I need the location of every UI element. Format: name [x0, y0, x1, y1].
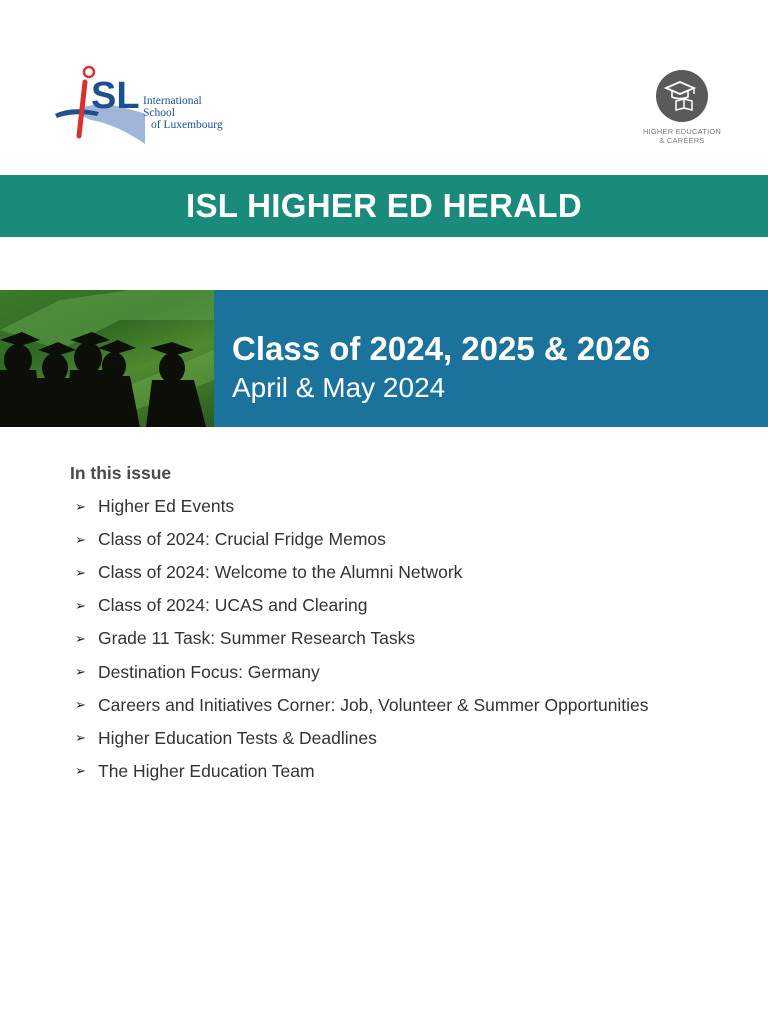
- isl-school-name: [143, 95, 235, 131]
- toc-item-label: Destination Focus: Germany: [98, 661, 320, 682]
- toc-item-label: Grade 11 Task: Summer Research Tasks: [98, 628, 416, 649]
- toc-item-label: Careers and Initiatives Corner: Job, Volunteer & Summer Opportunities: [98, 694, 649, 715]
- isl-name-line1: International School: [143, 95, 202, 119]
- toc-item[interactable]: [70, 755, 750, 788]
- hero-subtitle: April & May 2024: [232, 372, 446, 403]
- arrowhead-bullet-icon: ➢: [75, 697, 86, 713]
- toc-item[interactable]: [70, 689, 750, 722]
- arrowhead-bullet-icon: ➢: [75, 730, 86, 746]
- toc-item[interactable]: [70, 490, 750, 523]
- toc-item[interactable]: [70, 722, 750, 755]
- higher-ed-line1: HIGHER EDUCATION: [642, 127, 722, 136]
- isl-name-line2: of Luxembourg: [151, 119, 223, 131]
- newsletter-title: ISL HIGHER ED HERALD: [186, 187, 582, 224]
- graduates-silhouette-image: [0, 290, 214, 427]
- hero-section: [0, 290, 768, 427]
- toc-item-label: Class of 2024: Crucial Fridge Memos: [98, 529, 386, 550]
- toc-item[interactable]: [70, 589, 750, 622]
- toc-item-label: Higher Education Tests & Deadlines: [98, 727, 377, 748]
- higher-ed-logo-text: [632, 127, 732, 145]
- higher-ed-line2: & CAREERS: [659, 136, 705, 145]
- toc-item-label: Class of 2024: UCAS and Clearing: [98, 595, 368, 616]
- table-of-contents: [70, 463, 750, 788]
- isl-logo: [55, 64, 235, 146]
- arrowhead-bullet-icon: ➢: [75, 498, 86, 514]
- arrowhead-bullet-icon: ➢: [75, 531, 86, 547]
- arrowhead-bullet-icon: ➢: [75, 664, 86, 680]
- toc-list: [70, 490, 750, 788]
- toc-item-label: The Higher Education Team: [98, 760, 315, 781]
- toc-item[interactable]: [70, 523, 750, 556]
- higher-ed-logo: [632, 70, 732, 145]
- hero-title: Class of 2024, 2025 & 2026: [232, 330, 651, 367]
- isl-logo-mark: [55, 64, 145, 146]
- toc-item-label: Class of 2024: Welcome to the Alumni Network: [98, 562, 463, 583]
- arrowhead-bullet-icon: ➢: [75, 630, 86, 646]
- toc-item[interactable]: [70, 655, 750, 688]
- arrowhead-bullet-icon: ➢: [75, 763, 86, 779]
- toc-item[interactable]: [70, 622, 750, 655]
- hero-title-panel: [214, 290, 768, 427]
- graduation-book-icon: [656, 70, 708, 122]
- svg-text:SL: SL: [91, 75, 140, 117]
- arrowhead-bullet-icon: ➢: [75, 564, 86, 580]
- toc-item-label: Higher Ed Events: [98, 496, 235, 517]
- arrowhead-bullet-icon: ➢: [75, 597, 86, 613]
- title-banner: [0, 175, 768, 237]
- toc-item[interactable]: [70, 556, 750, 589]
- toc-heading: In this issue: [70, 463, 172, 483]
